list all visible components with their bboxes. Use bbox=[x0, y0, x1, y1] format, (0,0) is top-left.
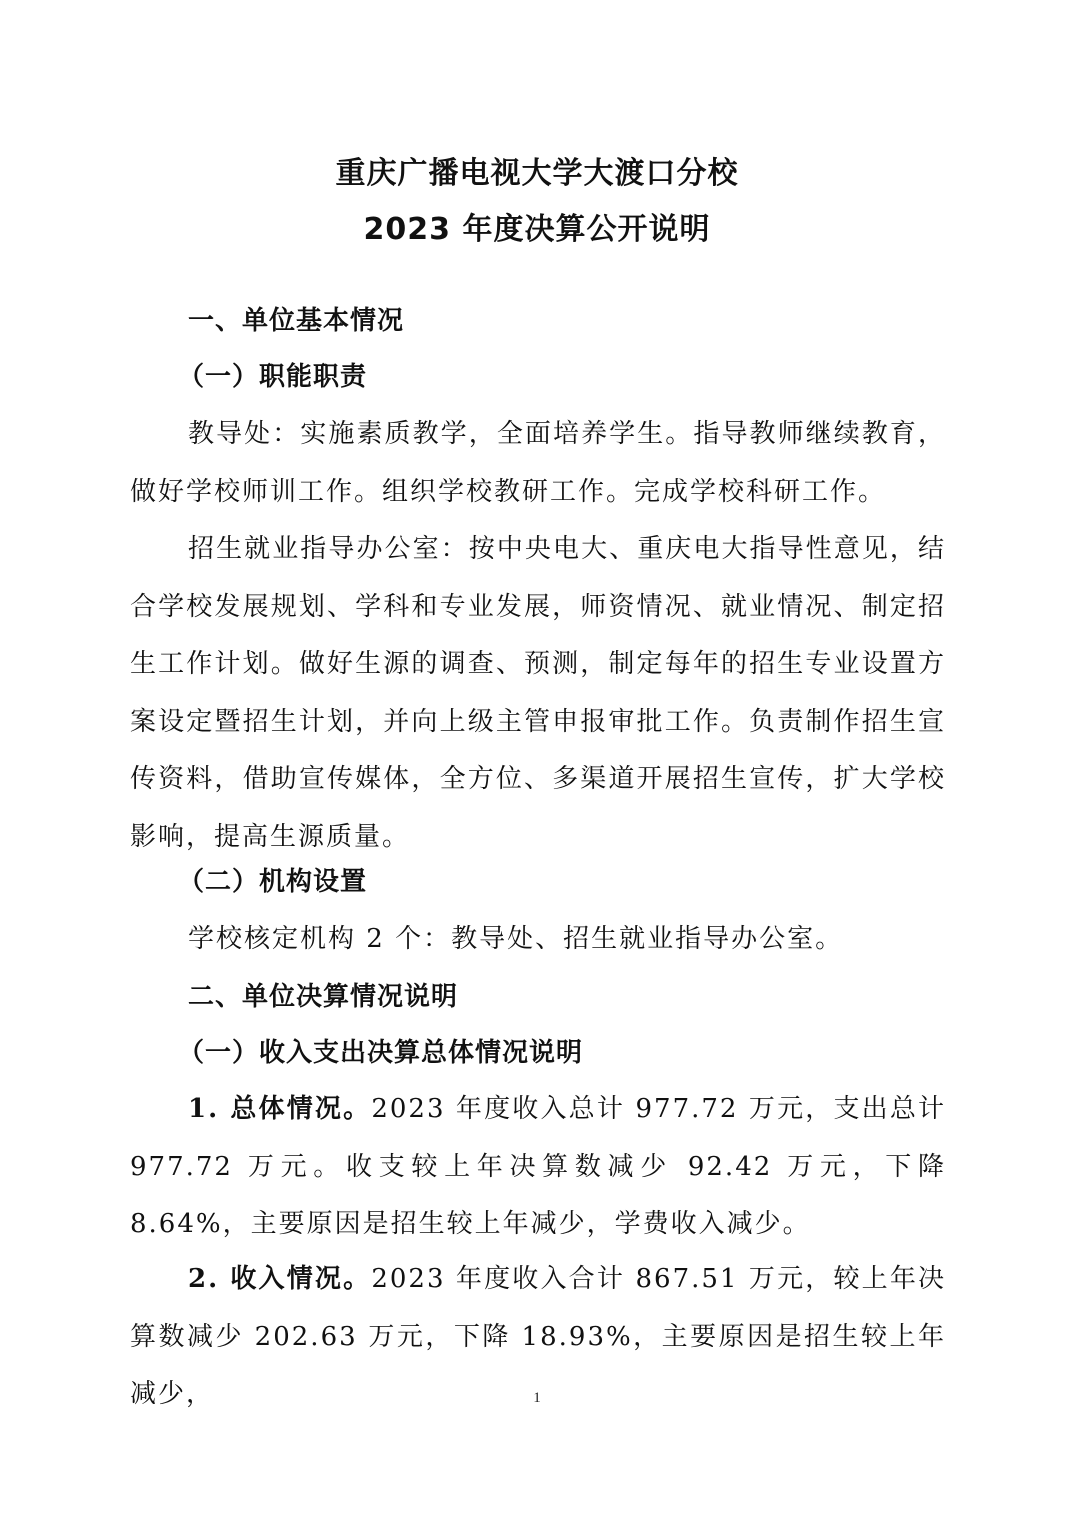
section1-sub2-heading: （二）机构设置 bbox=[178, 867, 368, 897]
duties-paragraph-enrollment-office: 招生就业指导办公室：按中央电大、重庆电大指导性意见，结合学校发展规划、学科和专业发展，师资情况、就业情况、制定招生工作计划。做好生源的调查、预测，制定每年的招生专业设置方案设定暨招生计划，并向上级主管申报审批工作。负责制作招生宣传资料，借助宣传媒体，全方位、多渠道开展招生宣传，扩大学校影响，提高生源质量。 bbox=[130, 534, 946, 852]
overall-situation-text: 2023 年度收入总计 977.72 万元，支出总计 977.72 万元。收支较上年决算数减少 92.42 万元，下降 8.64%，主要原因是招生较上年减少，学费收入减少。 bbox=[130, 1094, 947, 1239]
section2-heading: 二、单位决算情况说明 bbox=[188, 982, 459, 1012]
document-title-line1: 重庆广播电视大学大渡口分校 bbox=[335, 156, 739, 191]
organization-paragraph: 学校核定机构 2 个：教导处、招生就业指导办公室。 bbox=[188, 924, 844, 954]
overall-situation-paragraph bbox=[130, 1081, 946, 1254]
section1-heading: 一、单位基本情况 bbox=[188, 306, 405, 336]
duties-paragraph-teaching-office: 教导处：实施素质教学，全面培养学生。指导教师继续教育，做好学校师训工作。组织学校教研工作。完成学校科研工作。 bbox=[130, 419, 946, 507]
overall-situation-label: 1. 总体情况。 bbox=[188, 1094, 372, 1124]
section2-sub1-heading: （一）收入支出决算总体情况说明 bbox=[178, 1038, 584, 1068]
document-title-line2: 2023 年度决算公开说明 bbox=[363, 212, 711, 247]
section1-sub1-heading: （一）职能职责 bbox=[178, 362, 368, 392]
page-number: 1 bbox=[533, 1390, 541, 1406]
income-situation-label: 2. 收入情况。 bbox=[188, 1264, 372, 1294]
income-situation-text: 2023 年度收入合计 867.51 万元，较上年决算数减少 202.63 万元，下降 18.93%，主要原因是招生较上年减少， bbox=[130, 1264, 947, 1409]
